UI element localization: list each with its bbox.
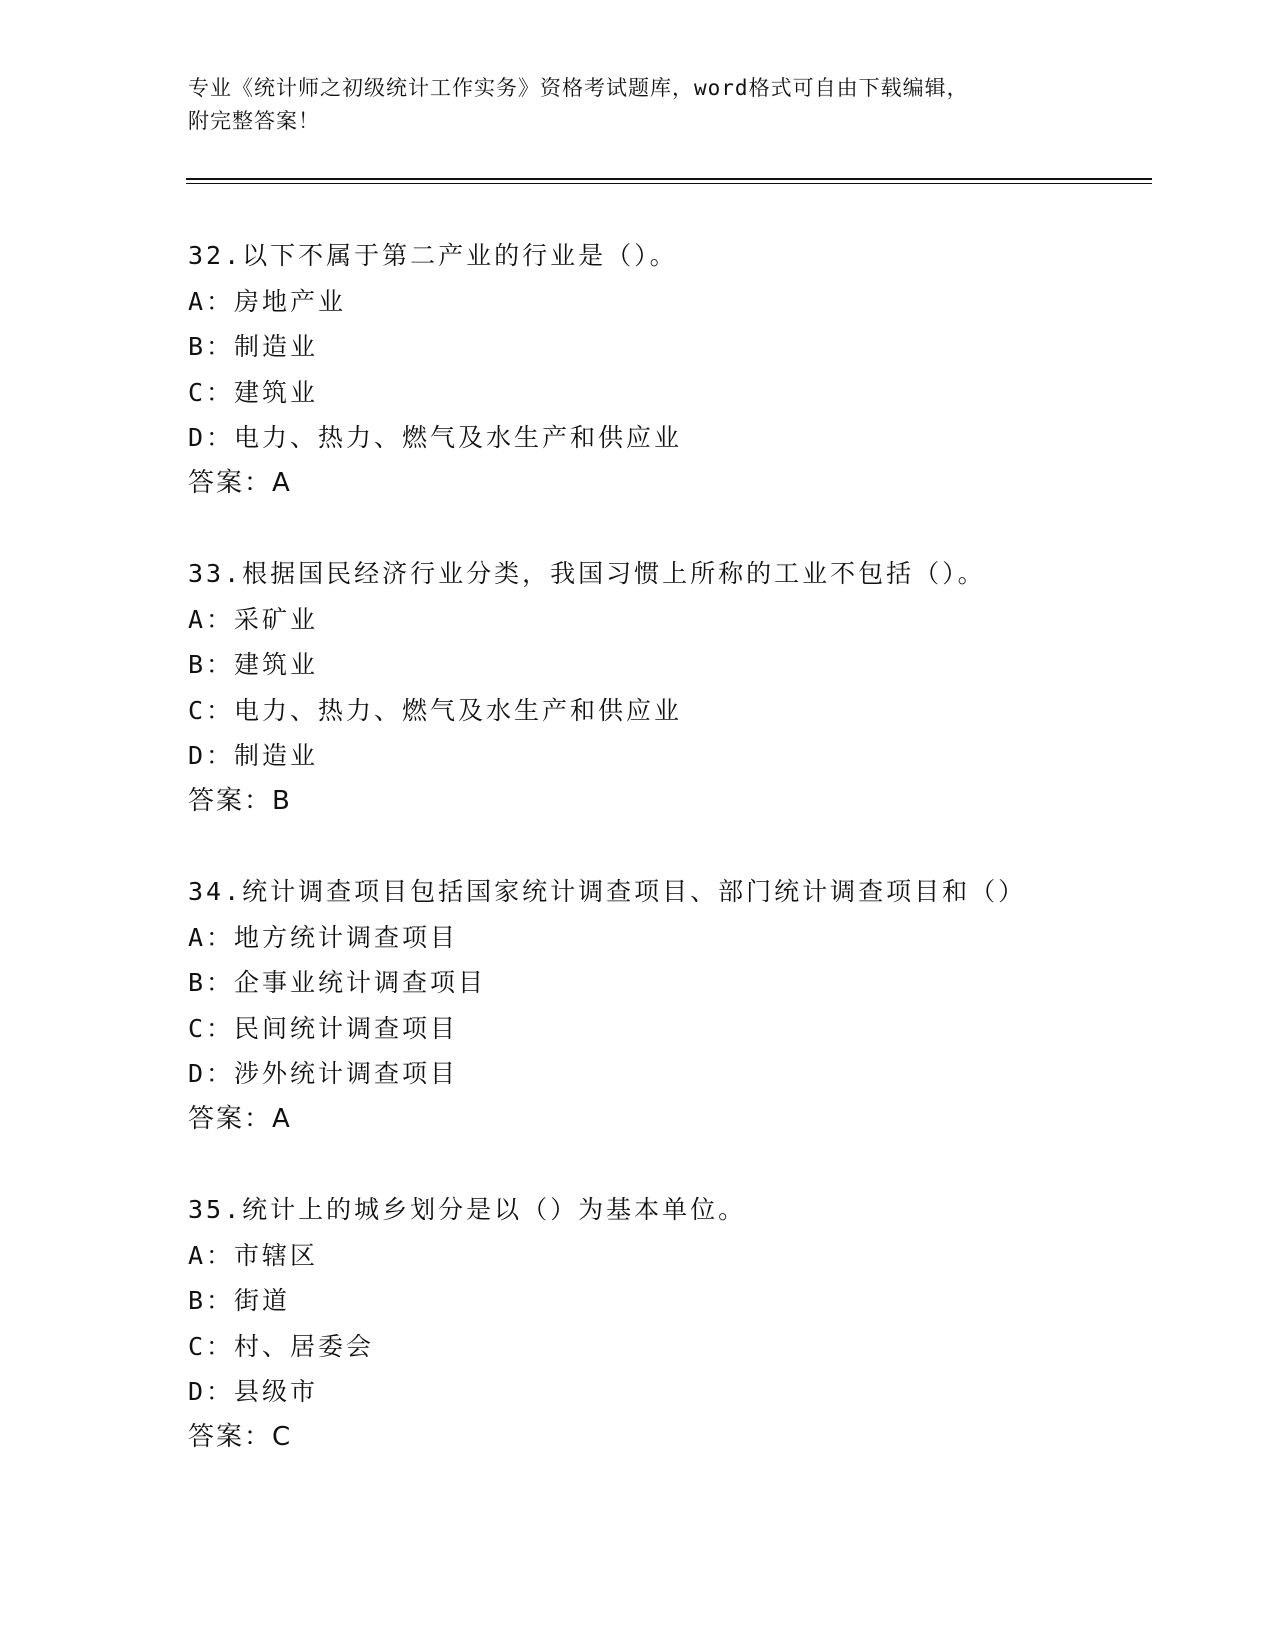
option-a: A：采矿业	[188, 604, 319, 634]
question-stem: 32.以下不属于第二产业的行业是（）。	[188, 241, 678, 270]
option-c: C：建筑业	[188, 377, 319, 407]
answer: 答案：A	[188, 1103, 292, 1134]
header-divider-thin	[186, 183, 1152, 184]
option-a: A：地方统计调查项目	[188, 922, 459, 952]
option-d: D：制造业	[188, 741, 319, 770]
answer: 答案：C	[188, 1421, 293, 1452]
answer: 答案：B	[188, 785, 292, 816]
option-c: C：电力、热力、燃气及水生产和供应业	[188, 695, 683, 725]
header-divider-thick	[186, 178, 1152, 180]
question-33	[188, 551, 1148, 824]
header-line-2: 附完整答案！	[188, 109, 320, 133]
question-34	[188, 869, 1148, 1142]
question-35	[188, 1187, 1148, 1460]
question-32	[188, 233, 1148, 506]
option-b: B：建筑业	[188, 650, 319, 679]
option-b: B：街道	[188, 1286, 291, 1315]
question-stem: 33.根据国民经济行业分类，我国习惯上所称的工业不包括（）。	[188, 559, 986, 588]
option-b: B：制造业	[188, 332, 319, 361]
option-d: D：县级市	[188, 1377, 319, 1406]
header-line-1: 专业《统计师之初级统计工作实务》资格考试题库，word格式可自由下载编辑，	[188, 76, 969, 100]
question-stem: 35.统计上的城乡划分是以（）为基本单位。	[188, 1195, 747, 1224]
option-c: C：民间统计调查项目	[188, 1013, 459, 1043]
option-a: A：市辖区	[188, 1240, 319, 1270]
option-b: B：企事业统计调查项目	[188, 968, 487, 997]
question-stem: 34.统计调查项目包括国家统计调查项目、部门统计调查项目和（）	[188, 877, 1027, 906]
answer: 答案：A	[188, 467, 292, 498]
option-d: D：电力、热力、燃气及水生产和供应业	[188, 423, 683, 452]
option-d: D：涉外统计调查项目	[188, 1059, 459, 1088]
document-header	[188, 72, 1088, 138]
option-c: C：村、居委会	[188, 1331, 375, 1361]
option-a: A：房地产业	[188, 286, 347, 316]
